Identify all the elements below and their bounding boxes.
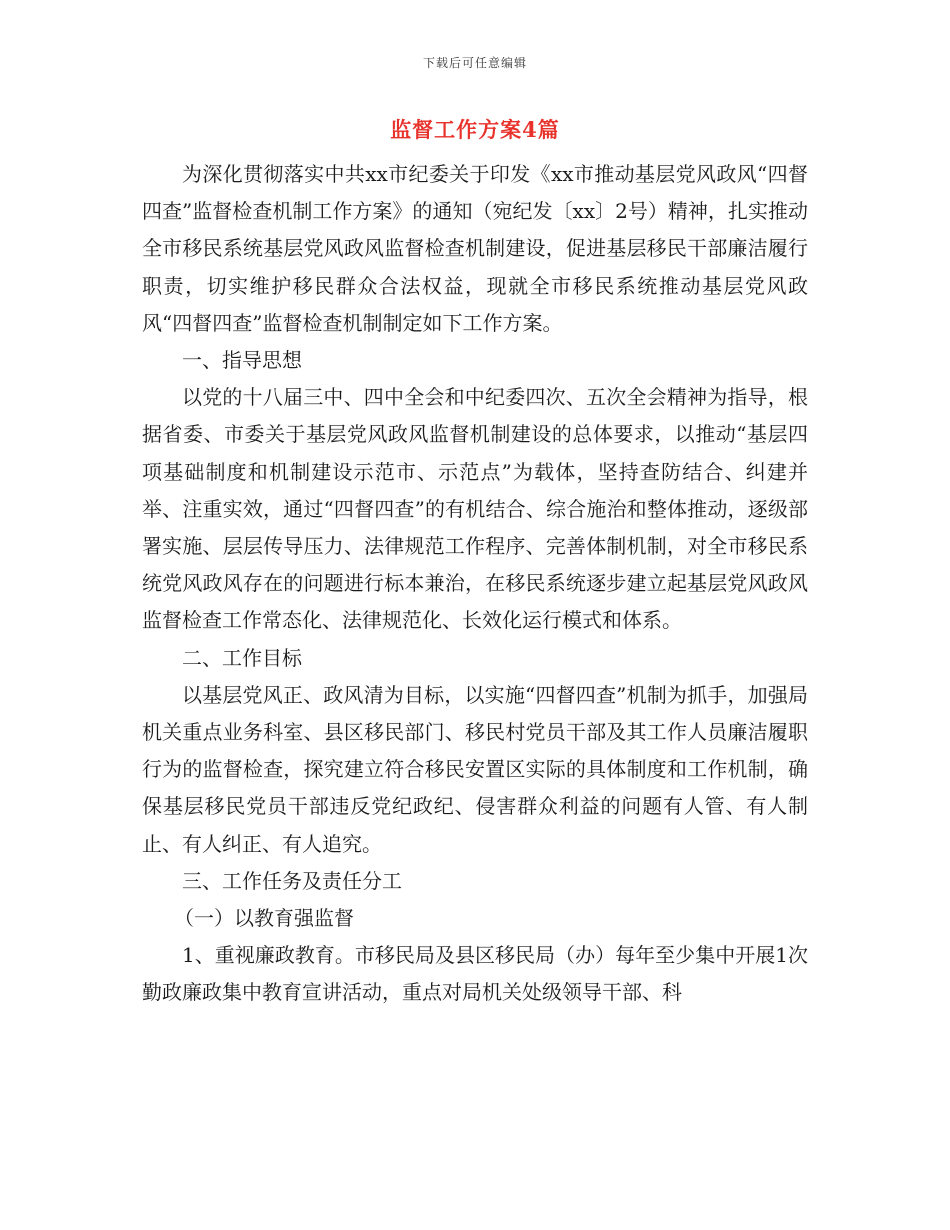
education-paragraph: 1、重视廉政教育。市移民局及县区移民局（办）每年至少集中开展1次勤政廉政集中教育宣讲活动，重点对局机关处级领导干部、科 <box>142 943 808 1005</box>
guiding-thought-paragraph: 以党的十八届三中、四中全会和中纪委四次、五次全会精神为指导，根据省委、市委关于基层党风政风监督机制建设的总体要求，以推动“基层四项基础制度和机制建设示范市、示范点”为载体，坚持查防结合、纠建并举、注重实效，通过“四督四查”的有机结合、综合施治和整体推动，逐级部署实施、层层传导压力、法律规范工作程序、完善体制机制，对全市移民系统党风政风存在的问题进行标本兼治，在移民系统逐步建立起基层党风政风监督检查工作常态化、法律规范化、长效化运行模式和体系。 <box>142 385 808 633</box>
section-heading-guiding-thought: 一、指导思想 <box>182 348 302 373</box>
section-heading-tasks: 三、工作任务及责任分工 <box>182 868 402 893</box>
subsection-heading-education: （一）以教育强监督 <box>174 906 354 931</box>
work-goals-paragraph: 以基层党风正、政风清为目标，以实施“四督四查”机制为抓手，加强局机关重点业务科室、县区移民部门、移民村党员干部及其工作人员廉洁履职行为的监督检查，探究建立符合移民安置区实际的具体制度和工作机制，确保基层移民党员干部违反党纪政纪、侵害群众利益的问题有人管、有人制止、有人纠正、有人追究。 <box>142 682 808 856</box>
document-body <box>142 156 808 1012</box>
document-title: 监督工作方案4篇 <box>390 117 560 142</box>
header-note: 下载后可任意编辑 <box>422 56 527 70</box>
section-heading-work-goals: 二、工作目标 <box>182 645 302 670</box>
intro-paragraph: 为深化贯彻落实中共xx市纪委关于印发《xx市推动基层党风政风“四督四查”监督检查机制工作方案》的通知（宛纪发〔xx〕2号）精神，扎实推动全市移民系统基层党风政风监督检查机制建设，促进基层移民干部廉洁履行职责，切实维护移民群众合法权益，现就全市移民系统推动基层党风政风“四督四查”监督检查机制制定如下工作方案。 <box>142 162 808 335</box>
